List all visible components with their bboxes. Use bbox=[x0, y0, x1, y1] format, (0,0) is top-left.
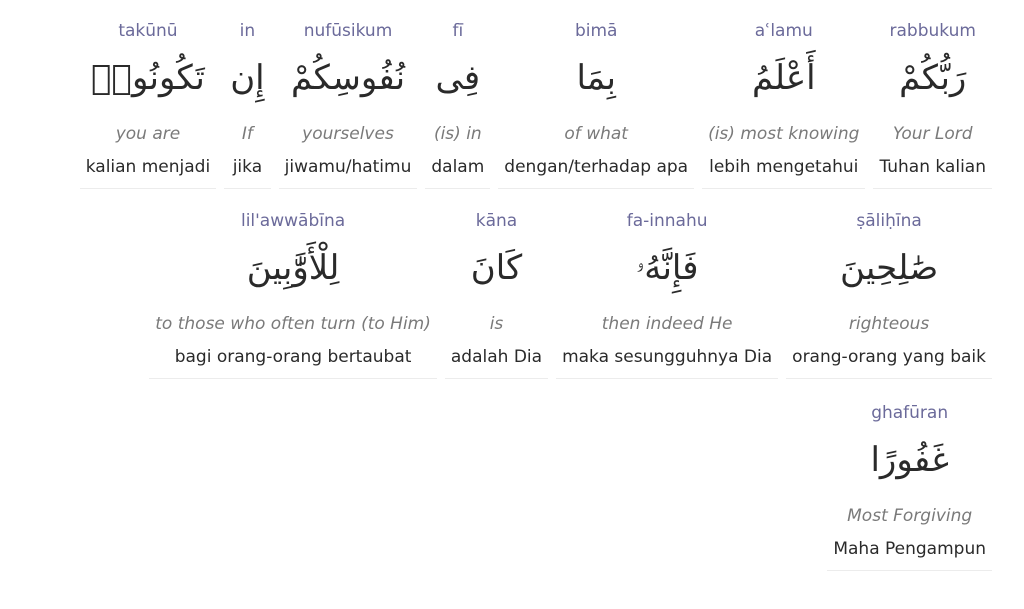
word-card[interactable] bbox=[702, 20, 865, 189]
indonesian-meaning: adalah Dia bbox=[450, 347, 543, 367]
arabic-word: أَعْلَمُ bbox=[751, 58, 816, 98]
indonesian-meaning: kalian menjadi bbox=[85, 157, 211, 177]
arabic-word: بِمَا bbox=[576, 58, 616, 98]
transliteration: ghafūran bbox=[871, 403, 949, 423]
word-card[interactable] bbox=[80, 20, 216, 189]
arabic-word: غَفُورًا bbox=[870, 440, 949, 480]
english-meaning: Most Forgiving bbox=[847, 506, 973, 526]
indonesian-meaning: dalam bbox=[431, 157, 485, 177]
english-meaning: yourselves bbox=[302, 124, 394, 144]
arabic-word: صَٰلِحِينَ bbox=[839, 248, 939, 288]
indonesian-meaning: jika bbox=[232, 157, 263, 177]
transliteration: aʿlamu bbox=[754, 21, 813, 41]
english-meaning: to those who often turn (to Him) bbox=[155, 314, 431, 334]
word-card[interactable] bbox=[279, 20, 418, 189]
english-meaning: of what bbox=[564, 124, 628, 144]
english-meaning: Your Lord bbox=[892, 124, 973, 144]
word-card[interactable] bbox=[224, 20, 270, 189]
indonesian-meaning: Maha Pengampun bbox=[833, 539, 986, 559]
transliteration: fī bbox=[452, 21, 464, 41]
word-row bbox=[16, 402, 992, 571]
indonesian-meaning: maka sesungguhnya Dia bbox=[562, 347, 773, 367]
arabic-word: إِن bbox=[230, 58, 265, 98]
word-card[interactable] bbox=[498, 20, 694, 189]
arabic-word: فِى bbox=[435, 58, 481, 98]
transliteration: ṣāliḥīna bbox=[856, 211, 922, 231]
word-card[interactable] bbox=[786, 210, 992, 379]
arabic-word: نُفُوسِكُمْ bbox=[290, 58, 406, 98]
indonesian-meaning: jiwamu/hatimu bbox=[284, 157, 412, 177]
english-meaning: then indeed He bbox=[601, 314, 733, 334]
arabic-word: كَانَ bbox=[470, 248, 523, 288]
transliteration: lil'awwābīna bbox=[240, 211, 346, 231]
word-card[interactable] bbox=[425, 20, 490, 189]
word-card[interactable] bbox=[873, 20, 992, 189]
arabic-word: لِلْأَوَّٰبِينَ bbox=[246, 248, 340, 288]
indonesian-meaning: dengan/terhadap apa bbox=[504, 157, 689, 177]
word-row bbox=[16, 20, 992, 189]
indonesian-meaning: lebih mengetahui bbox=[709, 157, 859, 177]
indonesian-meaning: orang-orang yang baik bbox=[792, 347, 986, 367]
transliteration: in bbox=[239, 21, 256, 41]
english-meaning: (is) most knowing bbox=[708, 124, 860, 144]
english-meaning: If bbox=[241, 124, 253, 144]
transliteration: takūnū bbox=[118, 21, 178, 41]
word-card[interactable] bbox=[556, 210, 778, 379]
indonesian-meaning: Tuhan kalian bbox=[879, 157, 986, 177]
arabic-word: تَكُونُوا۟ bbox=[91, 58, 205, 98]
english-meaning: is bbox=[489, 314, 504, 334]
word-card[interactable] bbox=[827, 402, 992, 571]
arabic-word: رَبُّكُمْ bbox=[899, 58, 967, 98]
indonesian-meaning: bagi orang-orang bertaubat bbox=[174, 347, 412, 367]
transliteration: rabbukum bbox=[889, 21, 976, 41]
transliteration: fa-innahu bbox=[626, 211, 708, 231]
word-row bbox=[16, 210, 992, 379]
word-card[interactable] bbox=[445, 210, 548, 379]
transliteration: kāna bbox=[475, 211, 518, 231]
word-card[interactable] bbox=[149, 210, 437, 379]
arabic-word: فَإِنَّهُۥ bbox=[635, 248, 699, 288]
transliteration: nufūsikum bbox=[303, 21, 393, 41]
transliteration: bimā bbox=[574, 21, 618, 41]
english-meaning: righteous bbox=[848, 314, 930, 334]
english-meaning: you are bbox=[115, 124, 181, 144]
english-meaning: (is) in bbox=[433, 124, 482, 144]
